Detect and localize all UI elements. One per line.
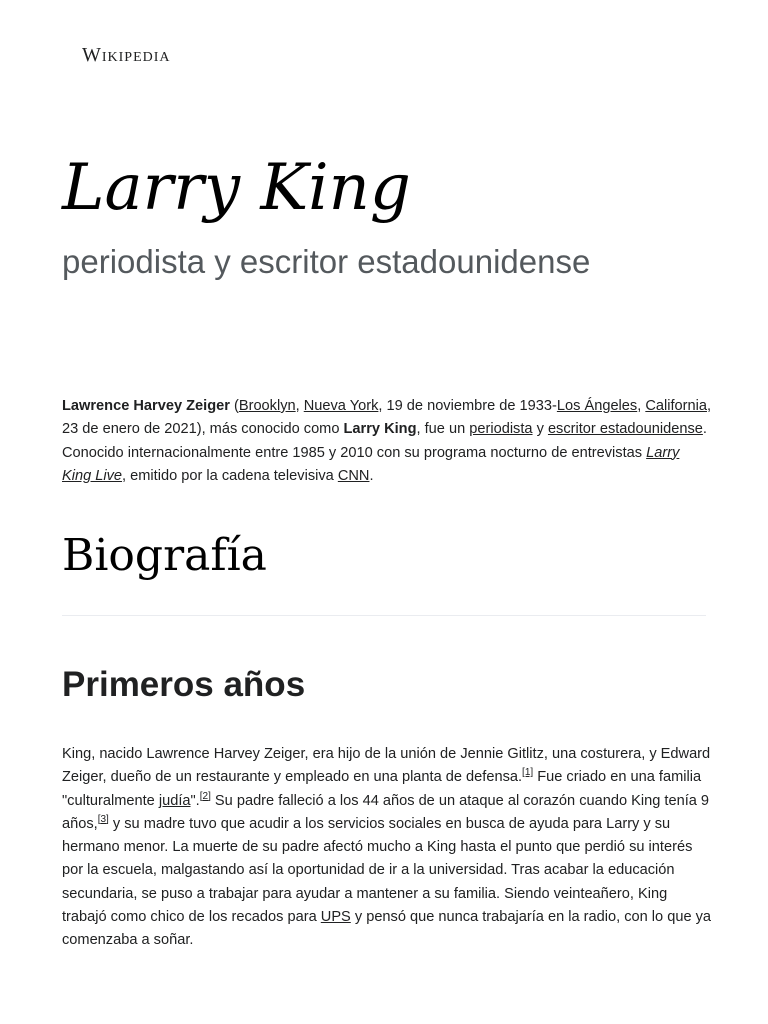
wikipedia-wordmark[interactable]: Wikipedia xyxy=(82,44,171,66)
link-escritor[interactable]: escritor estadounidense xyxy=(547,421,703,438)
biography-paragraph xyxy=(62,743,712,953)
text: y su madre tuvo que acudir a los servicios sociales en busca de ayuda para Larry y su hermano menor. La muerte de su padre afectó mucho a King hasta el punto que perdió su interés por la escuela, malgastando así la oportunidad de ir a la universidad. Tras acabar la educación secundaria, se puso a trabajar para ayudar a mantener a su familia. Siendo veinteañero, King trabajó como chico de los recados para xyxy=(62,815,693,926)
link-cnn[interactable]: CNN xyxy=(337,467,370,484)
subject-name: Lawrence Harvey Zeiger xyxy=(62,398,230,414)
link-california[interactable]: California xyxy=(645,398,707,414)
reference-link[interactable]: [3] xyxy=(97,814,109,826)
text: Fue criado en una familia "culturalmente xyxy=(62,769,702,809)
text: , fue un xyxy=(416,421,470,438)
reference-2[interactable] xyxy=(200,791,211,802)
section-heading-biografia: Biografía xyxy=(62,530,267,581)
page-subtitle: periodista y escritor estadounidense xyxy=(62,243,591,280)
known-as-name: Larry King xyxy=(343,421,417,438)
reference-3[interactable] xyxy=(98,814,109,825)
link-ups[interactable]: UPS xyxy=(320,909,351,926)
reference-link[interactable]: [2] xyxy=(199,790,211,802)
link-brooklyn[interactable]: Brooklyn xyxy=(238,398,296,414)
link-larry-king-live[interactable]: Larry King Live xyxy=(62,444,680,484)
text: , xyxy=(637,398,646,414)
text: . Conocido internacionalmente entre 1985 y 2010 con su programa nocturno de entrevistas xyxy=(62,421,707,461)
text: , 19 de noviembre de 1933- xyxy=(378,398,557,414)
text: ( xyxy=(229,398,239,414)
reference-link[interactable]: [1] xyxy=(522,767,534,779)
text: Su padre falleció a los 44 años de un ataque al corazón cuando King tenía 9 años, xyxy=(62,792,710,832)
section-divider xyxy=(62,615,706,616)
link-judia[interactable]: judía xyxy=(158,792,191,809)
text: y xyxy=(532,421,548,438)
text: y pensó que nunca trabajaría en la radio, con lo que ya comenzaba a soñar. xyxy=(62,909,712,949)
intro-paragraph xyxy=(62,395,712,488)
text: ". xyxy=(190,792,200,809)
link-periodista[interactable]: periodista xyxy=(469,421,533,438)
link-nueva-york[interactable]: Nueva York xyxy=(303,398,379,414)
link-los-angeles[interactable]: Los Ángeles xyxy=(556,398,638,414)
text: King, nacido Lawrence Harvey Zeiger, era hijo de la unión de Jennie Gitlitz, una costurera, y Edward Zeiger, dueño de un restaurante y empleado en una planta de defensa. xyxy=(62,746,711,786)
text: , emitido por la cadena televisiva xyxy=(122,467,338,484)
reference-1[interactable] xyxy=(522,767,533,778)
subsection-heading-primeros-anos: Primeros años xyxy=(62,665,306,704)
text: , xyxy=(295,398,304,414)
text: . xyxy=(369,467,374,484)
page-title: Larry King xyxy=(62,151,411,225)
text: , 23 de enero de 2021), más conocido como xyxy=(62,398,712,438)
